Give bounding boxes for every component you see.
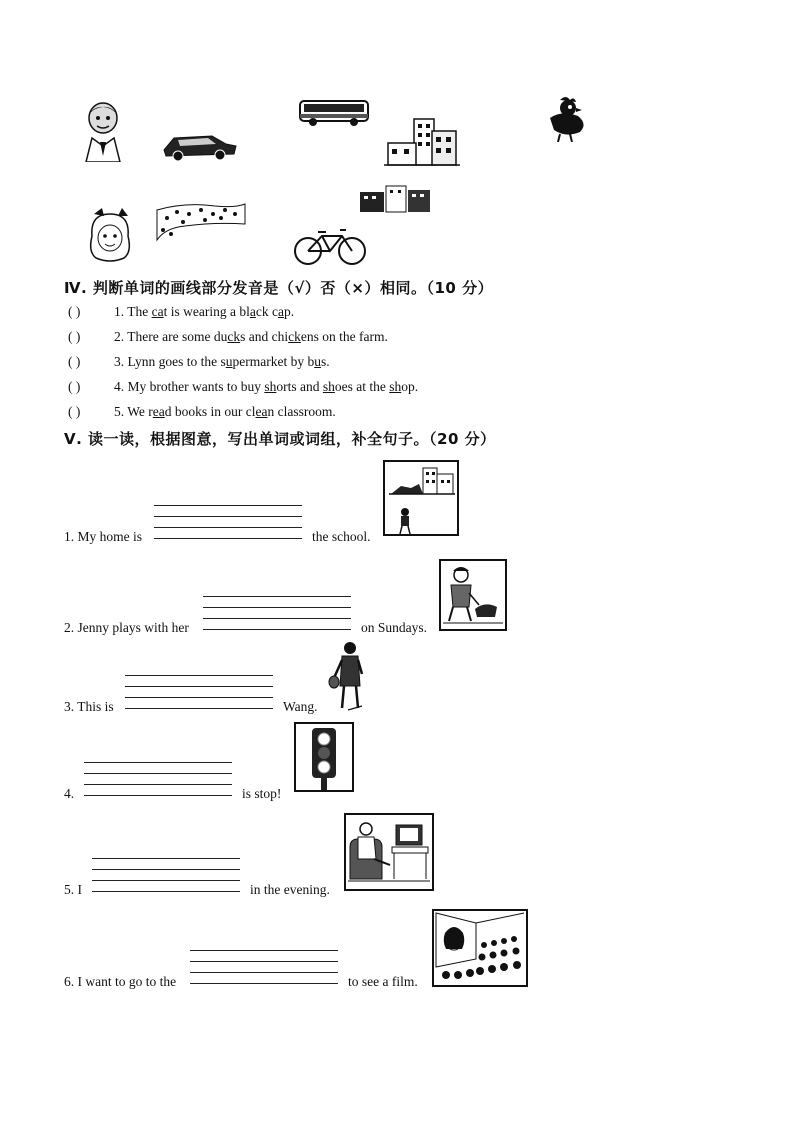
sentence-2-end: on Sundays.: [361, 620, 428, 635]
underlined-part: a: [277, 304, 284, 319]
answer-line[interactable]: [154, 538, 302, 539]
answer-line[interactable]: [190, 961, 338, 962]
answer-bracket[interactable]: ( ): [68, 354, 81, 369]
section-5-heading: Ⅴ. 读一读，根据图意，写出单词或词组，补全句子。（20 分）: [64, 430, 496, 448]
sentence-1-end: the school.: [312, 529, 371, 544]
section-4-heading: Ⅳ. 判断单词的画线部分发音是（√）否（×）相同。（10 分）: [64, 279, 494, 297]
car-picture: [160, 128, 238, 162]
answer-line[interactable]: [125, 686, 273, 687]
sentence-5-start: 5. I: [64, 882, 82, 897]
farm-field-picture: [155, 196, 247, 242]
sentence-6-end: to see a film.: [348, 974, 418, 989]
man-watching-tv-picture: [344, 813, 434, 891]
underlined-part: ca: [151, 304, 164, 319]
answer-line[interactable]: [190, 983, 338, 984]
answer-line[interactable]: [190, 972, 338, 973]
answer-line[interactable]: [92, 869, 240, 870]
sentence-5-end: in the evening.: [250, 882, 330, 897]
sound-item-2: ( ) 2. There are some ducks and chickens on the farm.: [68, 329, 388, 344]
answer-line[interactable]: [154, 505, 302, 506]
sound-item-5: ( ) 5. We read books in our clean classroom.: [68, 404, 336, 419]
town-picture: [358, 184, 432, 214]
sentence-3-end: Wang.: [283, 699, 318, 714]
answer-line[interactable]: [125, 697, 273, 698]
underlined-part: u: [225, 354, 233, 369]
sentence-4-start: 4.: [64, 786, 75, 801]
traffic-light-picture: [294, 722, 354, 792]
sentence-4-end: is stop!: [242, 786, 282, 801]
answer-line[interactable]: [125, 708, 273, 709]
underlined-part: sh: [389, 379, 402, 394]
woman-walking-picture: [328, 640, 368, 714]
answer-line[interactable]: [203, 629, 351, 630]
answer-line[interactable]: [92, 858, 240, 859]
sound-item-3: ( ) 3. Lynn goes to the supermarket by bus.: [68, 354, 330, 369]
underlined-part: u: [314, 354, 321, 369]
answer-line[interactable]: [154, 527, 302, 528]
answer-line[interactable]: [84, 784, 232, 785]
underlined-part: ck: [227, 329, 241, 344]
underlined-part: a: [249, 304, 256, 319]
cinema-picture: [432, 909, 528, 987]
answer-bracket[interactable]: ( ): [68, 304, 81, 319]
answer-bracket[interactable]: ( ): [68, 379, 81, 394]
answer-line[interactable]: [125, 675, 273, 676]
sentence-1-start: 1. My home is: [64, 529, 143, 544]
answer-line[interactable]: [190, 950, 338, 951]
answer-line[interactable]: [203, 596, 351, 597]
answer-line[interactable]: [92, 891, 240, 892]
underlined-part: ea: [152, 404, 165, 419]
underlined-part: sh: [264, 379, 277, 394]
chicken-picture: [542, 94, 592, 142]
answer-bracket[interactable]: ( ): [68, 404, 81, 419]
buildings-picture: [384, 115, 460, 167]
answer-line[interactable]: [84, 762, 232, 763]
sound-item-1: ( ) 1. The cat is wearing a black cap.: [68, 304, 295, 319]
bus-picture: [298, 98, 370, 128]
sentence-2-start: 2. Jenny plays with her: [64, 620, 189, 635]
school-and-boy-picture: [383, 460, 459, 536]
answer-line[interactable]: [84, 795, 232, 796]
underlined-part: ck: [288, 329, 301, 344]
answer-line[interactable]: [84, 773, 232, 774]
answer-line[interactable]: [203, 618, 351, 619]
answer-line[interactable]: [203, 607, 351, 608]
jenny-with-dog-picture: [439, 559, 507, 631]
answer-line[interactable]: [154, 516, 302, 517]
sentence-3-start: 3. This is: [64, 699, 114, 714]
sentence-6-start: 6. I want to go to the: [64, 974, 177, 989]
man-picture: [78, 100, 128, 162]
underlined-part: sh: [322, 379, 335, 394]
girl-picture: [84, 208, 136, 264]
underlined-part: ea: [255, 404, 268, 419]
answer-line[interactable]: [92, 880, 240, 881]
bicycle-picture: [292, 226, 368, 266]
answer-bracket[interactable]: ( ): [68, 329, 81, 344]
sound-item-4: ( ) 4. My brother wants to buy shorts and shoes at the shop.: [68, 379, 419, 394]
